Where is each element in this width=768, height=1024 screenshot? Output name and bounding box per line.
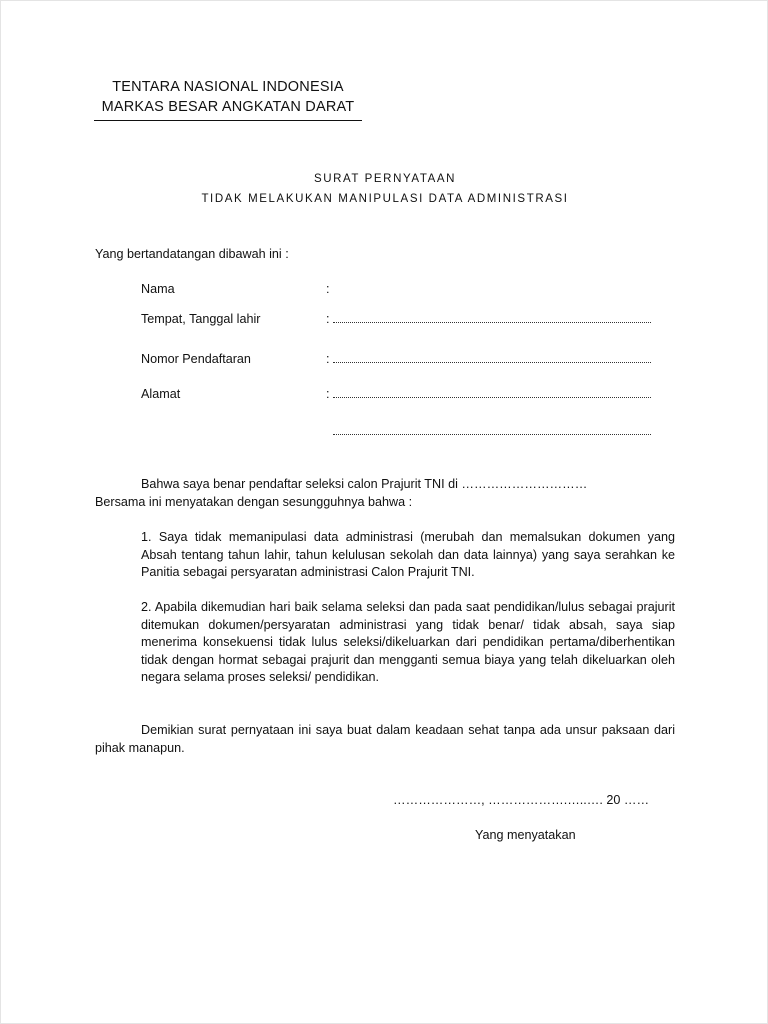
document-subtitle: TIDAK MELAKUKAN MANIPULASI DATA ADMINISTRASI bbox=[201, 193, 569, 205]
closing-paragraph: Demikian surat pernyataan ini saya buat dalam keadaan sehat tanpa ada unsur paksaan dari pihak manapun. bbox=[95, 723, 675, 755]
blank-line-tempat-tanggal-lahir bbox=[333, 322, 651, 323]
blank-line-alamat bbox=[333, 397, 651, 398]
letterhead-underline bbox=[94, 120, 362, 121]
field-label-tempat-tanggal-lahir: Tempat, Tanggal lahir bbox=[141, 312, 261, 326]
field-colon-tempat-tanggal-lahir: : bbox=[326, 312, 330, 326]
field-label-alamat: Alamat bbox=[141, 387, 181, 401]
letterhead bbox=[94, 77, 362, 121]
statement-line-2: Bersama ini menyatakan dengan sesungguhnya bahwa : bbox=[95, 494, 413, 509]
statement-line-1: Bahwa saya benar pendaftar seleksi calon Prajurit TNI di ………………………… bbox=[141, 477, 588, 491]
document-title: SURAT PERNYATAAN bbox=[313, 173, 457, 185]
field-colon-nomor-pendaftaran: : bbox=[326, 352, 330, 366]
blank-line-alamat-2 bbox=[333, 434, 651, 435]
signature-dateline: …………………, ……………….…..…. 20 …… bbox=[393, 793, 650, 807]
blank-line-nomor-pendaftaran bbox=[333, 362, 651, 363]
field-colon-alamat: : bbox=[326, 387, 330, 401]
point-1: 1. Saya tidak memanipulasi data administrasi (merubah dan memalsukan dokumen yang Absah tentang tahun lahir, tahun kelulusan sekolah dan data lainnya) yang saya serahkan ke Panitia sebagai persyaratan administrasi Calon Prajurit TNI. bbox=[141, 530, 675, 579]
point-2: 2. Apabila dikemudian hari baik selama seleksi dan pada saat pendidikan/lulus sebagai prajurit ditemukan dokumen/persyaratan administrasi yang tidak benar/ tidak absah, saya siap menerima konsekuensi tidak lulus seleksi/dikeluarkan dari pendidikan pertama/diberhentikan tidak dengan hormat sebagai prajurit dan mengganti semua biaya yang telah dikeluarkan oleh negara selama proses seleksi/ pendidikan. bbox=[141, 600, 675, 684]
signature-label: Yang menyatakan bbox=[475, 828, 576, 842]
field-colon-nama: : bbox=[326, 282, 330, 296]
field-label-nomor-pendaftaran: Nomor Pendaftaran bbox=[141, 352, 251, 366]
field-label-nama: Nama bbox=[141, 282, 175, 296]
letterhead-line-1: TENTARA NASIONAL INDONESIA bbox=[112, 79, 344, 95]
letterhead-line-2: MARKAS BESAR ANGKATAN DARAT bbox=[101, 99, 355, 115]
intro-text: Yang bertandatangan dibawah ini : bbox=[95, 247, 289, 261]
statement-block bbox=[95, 476, 675, 511]
